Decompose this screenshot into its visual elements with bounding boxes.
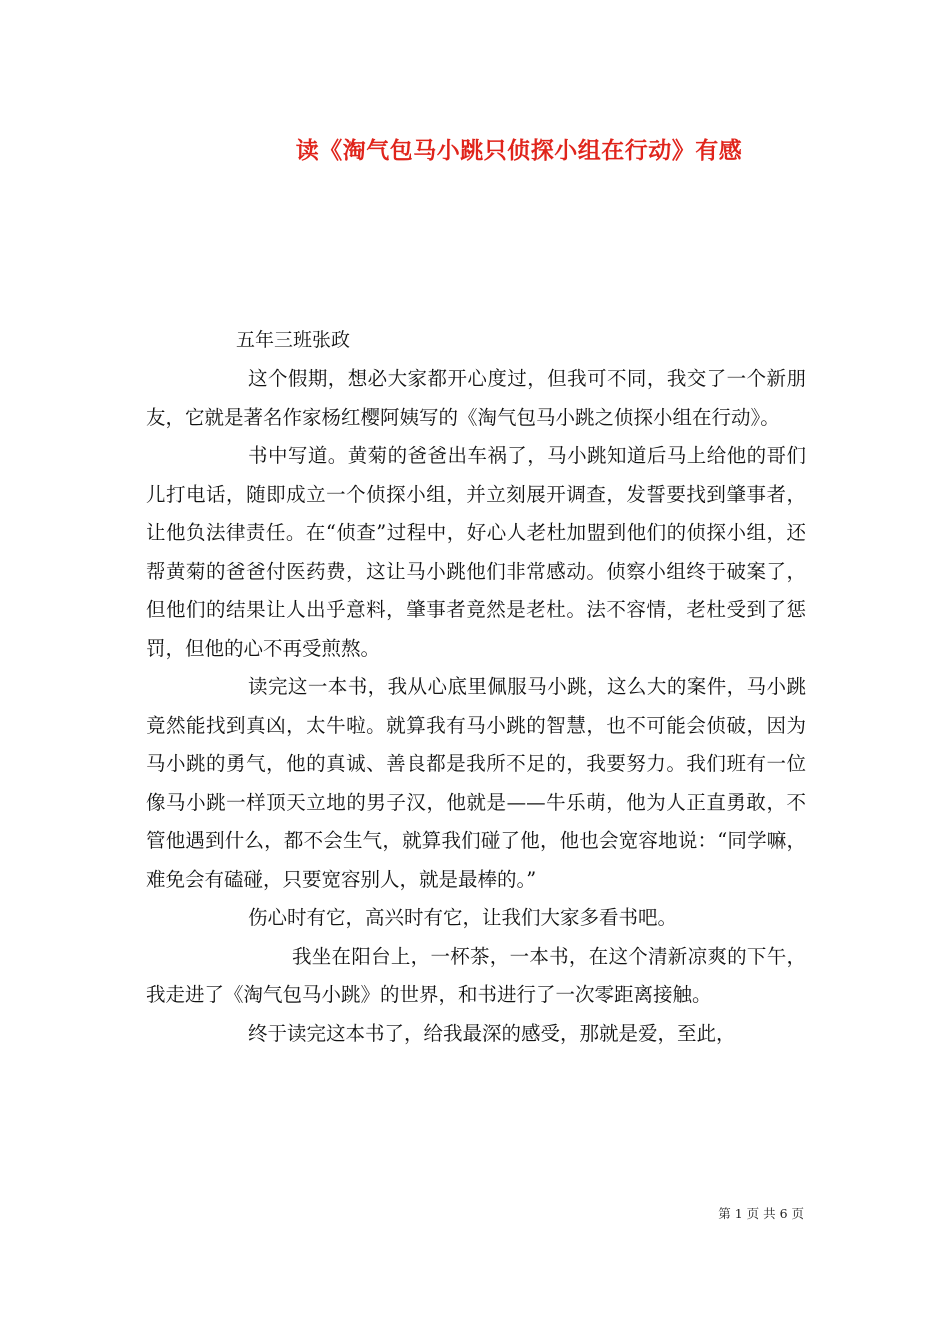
paragraph-2: 书中写道。黄菊的爸爸出车祸了，马小跳知道后马上给他的哥们儿打电话，随即成立一个侦探小组，并立刻展开调查，发誓要找到肇事者，让他负法律责任。在“侦查”过程中，好心人老杜加盟到他们的侦探小组，还帮黄菊的爸爸付医药费，这让马小跳他们非常感动。侦察小组终于破案了，但他们的结果让人出乎意料，肇事者竟然是老杜。法不容情，老杜受到了惩罚，但他的心不再受煎熬。: [146, 444, 806, 660]
author-line: 五年三班张政: [236, 329, 351, 351]
paragraph-1: 这个假期，想必大家都开心度过，但我可不同，我交了一个新朋友，它就是著名作家杨红樱阿姨写的《淘气包马小跳之侦探小组在行动》。: [146, 367, 806, 429]
page-number-footer: 第 1 页 共 6 页: [718, 1206, 804, 1221]
paragraph-5: 我坐在阳台上，一杯茶，一本书，在这个清新凉爽的下午，我走进了《淘气包马小跳》的世界，和书进行了一次零距离接触。: [146, 944, 806, 1006]
paragraph-4: 伤心时有它，高兴时有它，让我们大家多看书吧。: [248, 906, 678, 929]
document-title: 读《淘气包马小跳只侦探小组在行动》有感: [295, 137, 743, 164]
document-body: [146, 360, 806, 1053]
paragraph-6: 终于读完这本书了，给我最深的感受，那就是爱，至此，: [248, 1021, 736, 1045]
paragraph-3: 读完这一本书，我从心底里佩服马小跳，这么大的案件，马小跳竟然能找到真凶，太牛啦。就算我有马小跳的智慧，也不可能会侦破，因为马小跳的勇气，他的真诚、善良都是我所不足的，我要努力。我们班有一位像马小跳一样顶天立地的男子汉，他就是——牛乐萌，他为人正直勇敢，不管他遇到什么，都不会生气，就算我们碰了他，他也会宽容地说：“同学嘛，难免会有磕碰，只要宽容别人，就是最棒的。”: [146, 675, 806, 891]
